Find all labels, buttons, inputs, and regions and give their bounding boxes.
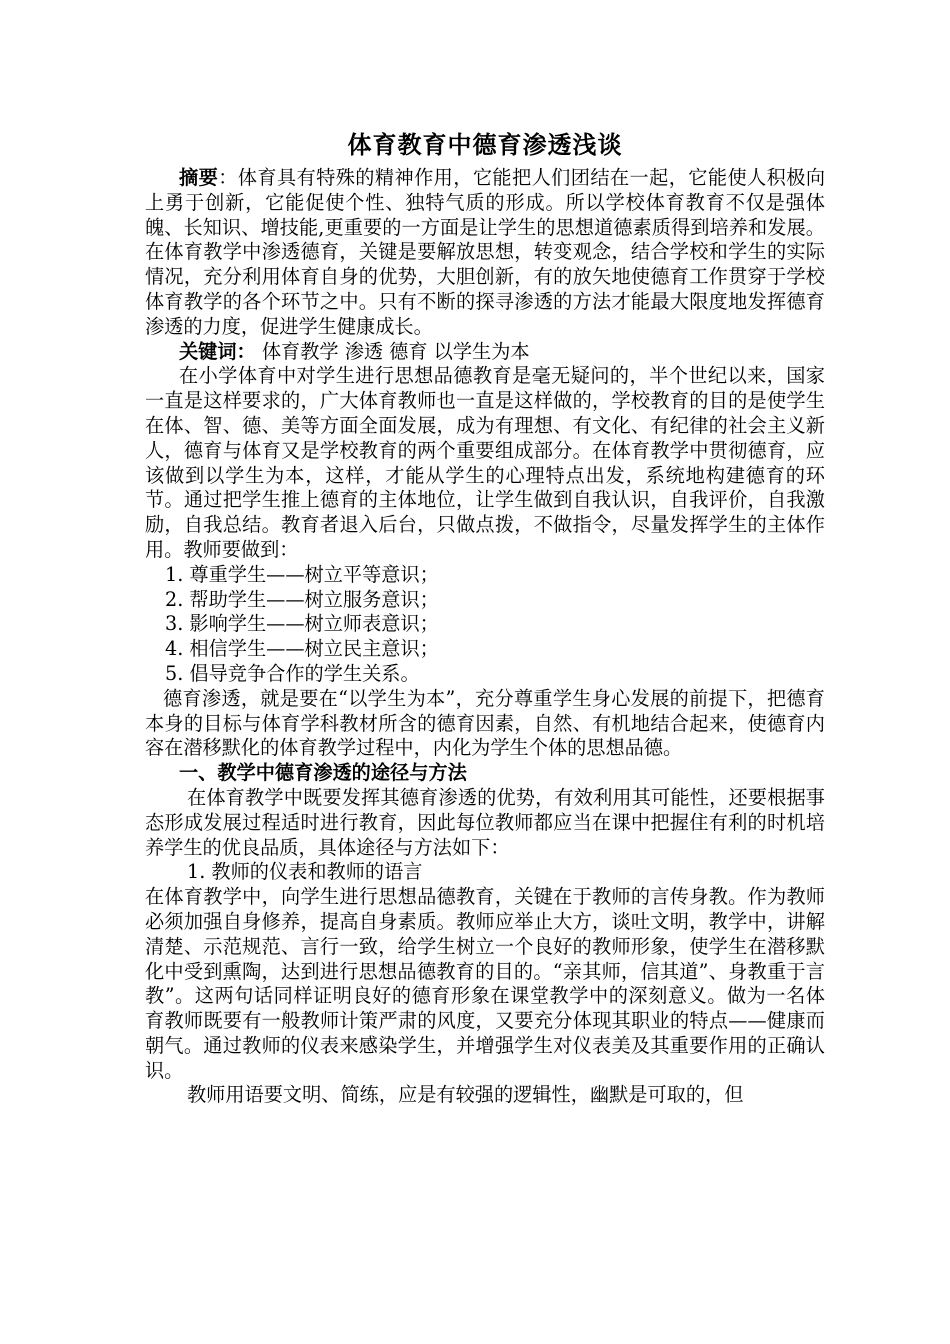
intro-paragraph: 在小学体育中对学生进行思想品德教育是毫无疑问的，半个世纪以来，国家一直是这样要求的，广大体育教师也一直是这样做的，学校教育的目的是使学生在体、智、德、美等方面全面发展，成为有理想、有文化、有纪律的社会主义新人，德育与体育又是学校教育的两个重要组成部分。在体育教学中贯彻德育，应该做到以学生为本，这样，才能从学生的心理特点出发，系统地构建德育的环节。通过把学生推上德育的主体地位，让学生做到自我认识，自我评价，自我激励，自我总结。教育者退入后台，只做点拨，不做指令，尽量发挥学生的主体作用。教师要做到：: [145, 364, 825, 561]
document-page: [145, 128, 825, 1108]
document-title: 体育教育中德育渗透浅谈: [347, 130, 623, 159]
abstract-text: ：体育具有特殊的精神作用，它能把人们团结在一起，它能使人积极向上勇于创新，它能促使个性、独特气质的形成。所以学校体育教育不仅是强体魄、长知识、增技能,更重要的一方面是让学生的思想道德素质得到培养和发展。在体育教学中渗透德育，关键是要解放思想，转变观念，结合学校和学生的实际情况，充分利用体育自身的优势，大胆创新，有的放矢地使德育工作贯穿于学校体育教学的各个环节之中。只有不断的探寻渗透的方法才能最大限度地发挥德育渗透的力度，促进学生健康成长。: [145, 166, 826, 338]
list-item: 5. 倡导竞争合作的学生关系。: [165, 661, 420, 685]
list-item: 1. 尊重学生——树立平等意识；: [165, 562, 439, 586]
infiltration-paragraph: 德育渗透，就是要在“以学生为本”，充分尊重学生身心发展的前提下，把德育本身的目标与体育学科教材所含的德育因素，自然、有机地结合起来，使德育内容在潜移默化的体育教学过程中，内化为学生个体的思想品德。: [145, 686, 825, 760]
list-item: 4. 相信学生——树立民主意识；: [165, 637, 439, 661]
abstract-label: 摘要: [179, 166, 219, 189]
section-heading: 一、教学中德育渗透的途径与方法: [179, 761, 467, 785]
keywords-paragraph: [145, 340, 825, 365]
abstract-paragraph: [145, 166, 825, 340]
keywords-label: 关键词：: [179, 339, 256, 363]
subsection-paragraph: 在体育教学中，向学生进行思想品德教育，关键在于教师的言传身教。作为教师必须加强自身修养，提高自身素质。教师应举止大方，谈吐文明，教学中，讲解清楚、示范规范、言行一致，给学生树立一个良好的教师形象，使学生在潜移默化中受到熏陶，达到进行思想品德教育的目的。“亲其师，信其道”、身教重于言教”。这两句话同样证明良好的德育形象在课堂教学中的深刻意义。做为一名体育教师既要有一般教师计策严肃的风度，又要充分体现其职业的特点——健康而朝气。通过教师的仪表来感染学生，并增强学生对仪表美及其重要作用的正确认识。: [145, 885, 825, 1082]
list-item: 3. 影响学生——树立师表意识；: [165, 612, 439, 636]
subsection-paragraph-2: 教师用语要文明、简练，应是有较强的逻辑性，幽默是可取的，但: [187, 1083, 744, 1107]
teacher-requirements-list: [145, 563, 825, 687]
section-intro-paragraph: 在体育教学中既要发挥其德育渗透的优势，有效利用其可能性，还要根据事态形成发展过程适时进行教育，因此每位教师都应当在课中把握住有利的时机培养学生的优良品质，具体途径与方法如下：: [145, 785, 825, 859]
list-item: 2. 帮助学生——树立服务意识；: [165, 587, 439, 611]
subsection-heading: 1. 教师的仪表和教师的语言: [187, 860, 423, 884]
keywords-text: 体育教学 渗透 德育 以学生为本: [255, 339, 530, 363]
